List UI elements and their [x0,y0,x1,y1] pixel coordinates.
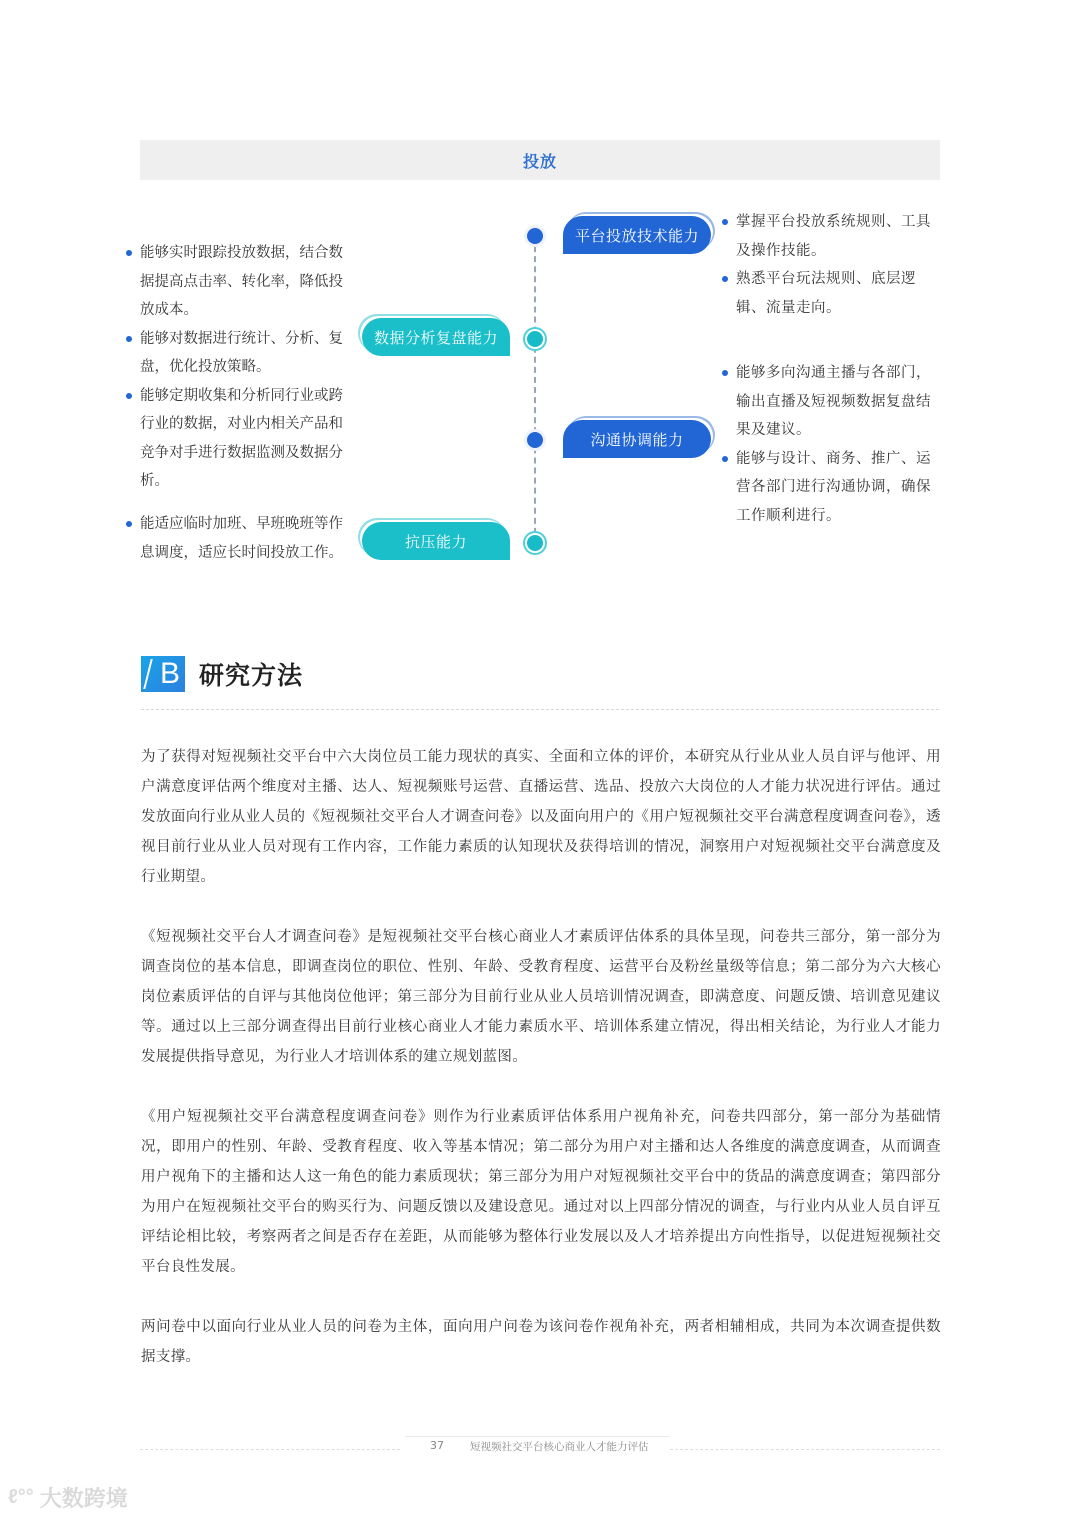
footer-divider-right [670,1449,940,1450]
timeline-dashed-line [534,236,536,544]
timeline-node-ring [527,535,543,551]
watermark [8,1482,128,1513]
bullet-item: 熟悉平台玩法规则、底层逻辑、流量走向。 [722,265,944,322]
skill-bullets-stress [126,510,344,567]
skill-bullets-data-analysis [126,239,344,496]
section-title-bar [140,140,940,180]
bullet-item: 能够对数据进行统计、分析、复盘，优化投放策略。 [126,325,344,382]
body-paragraph: 为了获得对短视频社交平台中六大岗位员工能力现状的真实、全面和立体的评价，本研究从行业从业人员自评与他评、用户满意度评估两个维度对主播、达人、短视频账号运营、直播运营、选品、投放六大岗位的人才能力状况进行评估。通过发放面向行业从业人员的《短视频社交平台人才调查问卷》以及面向用户的《用户短视频社交平台满意程度调查问卷》，透视目前行业从业人员对现有工作内容，工作能力素质的认知现状及获得培训的情况，洞察用户对短视频社交平台满意度及行业期望。 [141,749,941,885]
section-badge-icon: B [141,656,185,692]
page-number: 37 [430,1439,444,1452]
skill-bullets-communication [722,359,944,530]
section-title: 投放 [522,151,557,171]
body-paragraph: 《用户短视频社交平台满意程度调查问卷》则作为行业素质评估体系用户视角补充，问卷共四部分，第一部分为基础情况，即用户的性别、年龄、受教育程度、收入等基本情况；第二部分为用户对主播和达人各维度的满意度调查，从而调查用户视角下的主播和达人这一角色的能力素质现状；第三部分为用户对短视频社交平台中的货品的满意度调查；第四部分为用户在短视频社交平台的购买行为、问题反馈以及建设意见。通过对以上四部分情况的调查，与行业内从业人员自评互评结论相比较，考察两者之间是否存在差距，从而能够为整体行业发展以及人才培养提出方向性指导，以促进短视频社交平台良性发展。 [141,1109,941,1275]
section-heading [141,656,303,692]
page-footer [140,1436,940,1456]
bullet-item: 能够与设计、商务、推广、运营各部门进行沟通协调，确保工作顺利进行。 [722,445,944,531]
body-paragraph: 《短视频社交平台人才调查问卷》是短视频社交平台核心商业人才素质评估体系的具体呈现，问卷共三部分，第一部分为调查岗位的基本信息，即调查岗位的职位、性别、年龄、受教育程度、运营平台及粉丝量级等信息；第二部分为六大核心岗位素质评估的自评与其他岗位他评；第三部分为目前行业从业人员培训情况调查，即满意度、问题反馈、培训意见建议等。通过以上三部分调查得出目前行业核心商业人才能力素质水平、培训体系建立情况，得出相关结论，为行业人才能力发展提供指导意见，为行业人才培训体系的建立规划蓝图。 [141,929,941,1065]
slash-icon [143,659,152,689]
bullet-item: 能够实时跟踪投放数据，结合数据提高点击率、转化率，降低投放成本。 [126,239,344,325]
footer-divider-left [140,1449,400,1450]
skill-pill-stress: 抗压能力 [362,522,510,560]
watermark-logo-icon: ℓ°° [8,1486,34,1508]
skill-pill-data-analysis: 数据分析复盘能力 [362,318,510,356]
body-paragraph: 两问卷中以面向行业从业人员的问卷为主体，面向用户问卷为该问卷作视角补充，两者相辅相成，共同为本次调查提供数据支撑。 [141,1319,941,1365]
bullet-item: 能够定期收集和分析同行业或跨行业的数据，对业内相关产品和竞争对手进行数据监测及数据分析。 [126,382,344,496]
skill-pill-platform-tech: 平台投放技术能力 [563,216,711,254]
footer-doc-title: 短视频社交平台核心商业人才能力评估 [470,1441,649,1453]
bullet-item: 能适应临时加班、早班晚班等作息调度，适应长时间投放工作。 [126,510,344,567]
heading-divider [141,709,939,710]
bullet-item: 能够多向沟通主播与各部门，输出直播及短视频数据复盘结果及建议。 [722,359,944,445]
skill-bullets-platform-tech [722,208,944,322]
skill-pill-communication: 沟通协调能力 [563,420,711,458]
watermark-text: 大数跨境 [39,1487,128,1512]
timeline-node-dot [527,432,543,448]
section-heading-title: 研究方法 [199,661,304,690]
timeline-node-dot [527,228,543,244]
timeline-node-ring [527,331,543,347]
bullet-item: 掌握平台投放系统规则、工具及操作技能。 [722,208,944,265]
